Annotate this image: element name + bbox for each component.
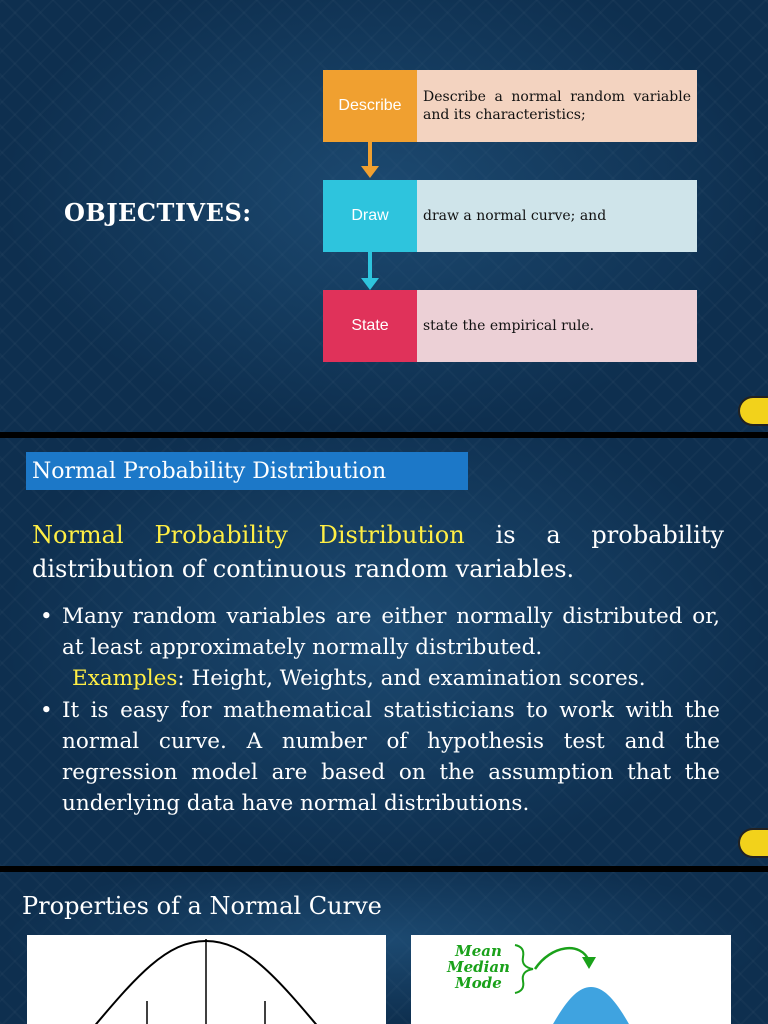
filled-bell-curve bbox=[547, 987, 635, 1024]
arrow-down-icon bbox=[368, 142, 372, 166]
center-measures-panel bbox=[411, 935, 731, 1024]
bullet-text-2: It is easy for mathematical statisticians to work with the normal curve. A number of hypothesis test and the regression model are based on the assumption that the underlying data have normal distributions. bbox=[62, 698, 720, 816]
logo-icon bbox=[738, 828, 768, 858]
logo-icon bbox=[738, 396, 768, 426]
stage-draw: Draw bbox=[323, 180, 417, 252]
properties-title: Properties of a Normal Curve bbox=[22, 892, 382, 920]
intro-rest: is a probability distribution of continuous random variables. bbox=[32, 521, 724, 583]
stage-describe: Describe bbox=[323, 70, 417, 142]
arrow-head-icon bbox=[361, 278, 379, 290]
objectives-title: OBJECTIVES: bbox=[64, 198, 252, 227]
median-label: Median bbox=[447, 958, 510, 976]
arrow-down-icon bbox=[368, 252, 372, 278]
center-curve-figure bbox=[411, 935, 731, 1024]
mode-label: Mode bbox=[455, 974, 502, 992]
term-highlight: Normal Probability Distribution bbox=[32, 521, 465, 549]
section-heading: Normal Probability Distribution bbox=[26, 452, 468, 490]
bullet-icon: • bbox=[40, 604, 53, 629]
stage-state: State bbox=[323, 290, 417, 362]
examples-line bbox=[72, 663, 720, 694]
examples-label: Examples bbox=[72, 666, 178, 691]
bullet-item-2 bbox=[40, 695, 720, 819]
arrow-head-icon bbox=[361, 166, 379, 178]
normal-curve-figure bbox=[27, 935, 386, 1024]
describe-text bbox=[417, 70, 697, 142]
describe-text-content: Describe a normal random variable and its characteristics; bbox=[423, 89, 691, 123]
objectives-slide bbox=[0, 0, 768, 432]
distribution-slide bbox=[0, 438, 768, 866]
curved-arrow-icon bbox=[535, 948, 589, 969]
examples-text: : Height, Weights, and examination scores. bbox=[177, 666, 646, 691]
brace-icon bbox=[515, 945, 533, 993]
arrow-head-icon bbox=[582, 957, 596, 969]
bullet-text-1: Many random variables are either normally distributed or, at least approximately normally distributed. bbox=[62, 604, 720, 660]
bullet-icon: • bbox=[40, 698, 53, 723]
intro-paragraph bbox=[32, 518, 724, 586]
draw-text: draw a normal curve; and bbox=[417, 180, 697, 252]
state-text: state the empirical rule. bbox=[417, 290, 697, 362]
bullet-item-1 bbox=[40, 601, 720, 694]
mean-label: Mean bbox=[455, 942, 502, 960]
properties-slide bbox=[0, 872, 768, 1024]
normal-curve-panel bbox=[27, 935, 386, 1024]
